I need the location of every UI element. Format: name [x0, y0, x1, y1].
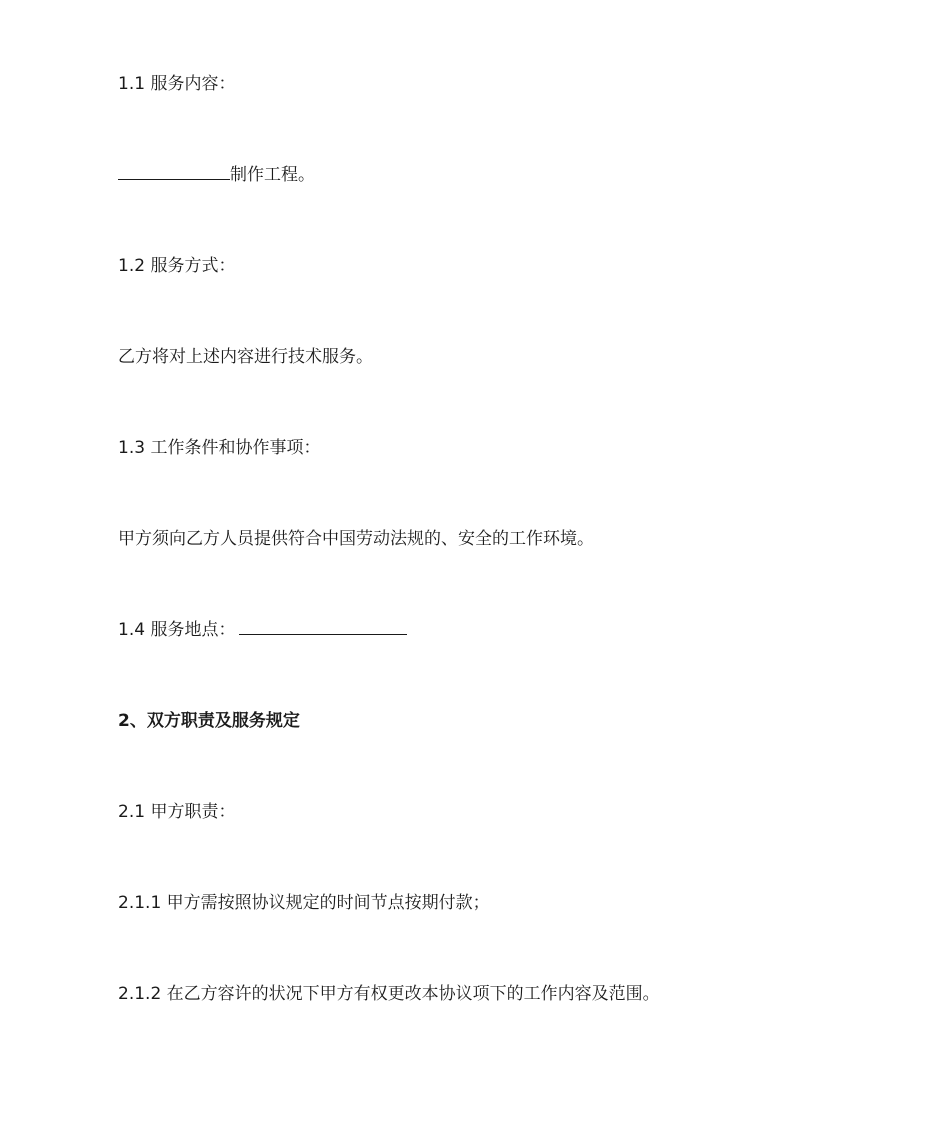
- clause-2-1-1: 2.1.1 甲方需按照协议规定的时间节点按期付款；: [118, 893, 490, 913]
- clause-2-1-2: 2.1.2 在乙方容许的状况下甲方有权更改本协议项下的工作内容及范围。: [118, 984, 660, 1004]
- service-content-line: [118, 164, 315, 186]
- section-1-4-label: 1.4 服务地点：: [118, 620, 236, 640]
- section-1-3-heading: 1.3 工作条件和协作事项：: [118, 438, 321, 458]
- service-content-text: 制作工程。: [230, 165, 315, 185]
- section-2-1-heading: 2.1 甲方职责：: [118, 802, 236, 822]
- section-1-2-heading: 1.2 服务方式：: [118, 256, 236, 276]
- project-name-blank: [118, 164, 230, 180]
- service-method-text: 乙方将对上述内容进行技术服务。: [118, 347, 373, 367]
- section-1-1-heading: 1.1 服务内容：: [118, 74, 236, 94]
- section-2-heading: 2、双方职责及服务规定: [118, 711, 300, 731]
- service-location-blank: [239, 619, 407, 635]
- service-location-line: [118, 619, 407, 641]
- work-conditions-text: 甲方须向乙方人员提供符合中国劳动法规的、安全的工作环境。: [118, 529, 594, 549]
